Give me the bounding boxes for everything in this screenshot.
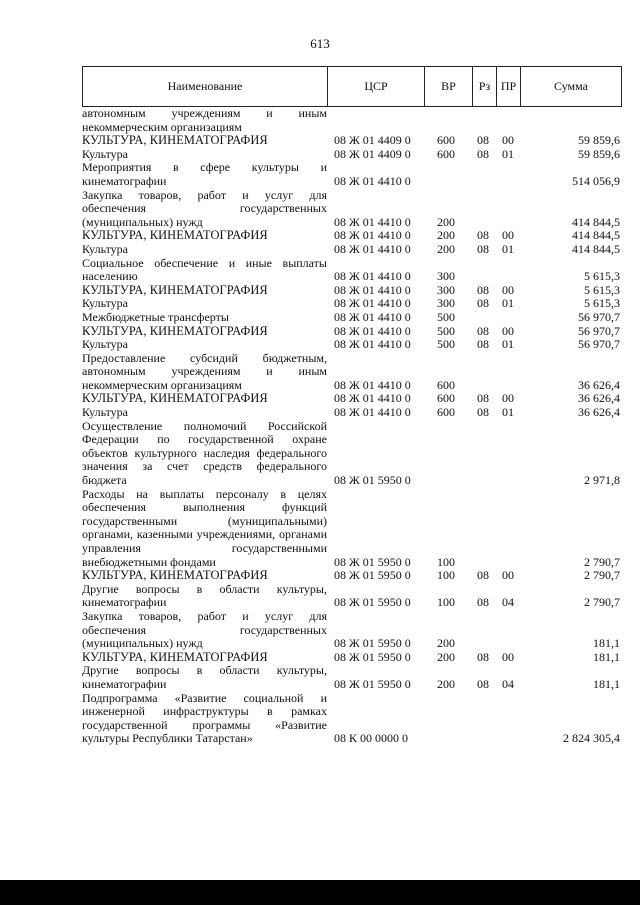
row-name: КУЛЬТУРА, КИНЕМАТОГРАФИЯ bbox=[82, 282, 268, 297]
row-sum: 59 859,6 bbox=[578, 133, 620, 148]
table-row bbox=[82, 161, 622, 188]
row-sum: 5 615,3 bbox=[584, 296, 620, 311]
table-row bbox=[82, 311, 622, 325]
row-csr: 08 Ж 01 4410 0 bbox=[334, 309, 411, 324]
row-csr: 08 Ж 01 5950 0 bbox=[334, 473, 411, 488]
row-sum: 414 844,5 bbox=[572, 214, 620, 229]
table-row bbox=[82, 651, 622, 665]
row-name: КУЛЬТУРА, КИНЕМАТОГРАФИЯ bbox=[82, 133, 268, 148]
row-rz: 08 bbox=[477, 228, 489, 243]
row-sum: 2 824 305,4 bbox=[563, 731, 620, 746]
row-sum: 181,1 bbox=[593, 649, 620, 664]
row-sum: 56 970,7 bbox=[578, 337, 620, 352]
table-row bbox=[82, 284, 622, 298]
row-vr: 300 bbox=[437, 269, 455, 284]
row-sum: 36 626,4 bbox=[578, 405, 620, 420]
row-pr: 00 bbox=[502, 391, 514, 406]
row-pr: 00 bbox=[502, 323, 514, 338]
row-name: КУЛЬТУРА, КИНЕМАТОГРАФИЯ bbox=[82, 568, 268, 583]
row-pr: 01 bbox=[502, 146, 514, 161]
header-rz: Рз bbox=[473, 67, 497, 106]
row-sum: 514 056,9 bbox=[572, 173, 620, 188]
row-vr: 100 bbox=[437, 568, 455, 583]
row-rz: 08 bbox=[477, 595, 489, 610]
row-name: Подпрограмма «Развитие социальной и инженерной инфраструктуры в рамках государственной программы «Развитие культуры Республики Татарстан» bbox=[82, 690, 327, 746]
table-row bbox=[82, 406, 622, 420]
row-name: Другие вопросы в области культуры, кинематографии bbox=[82, 581, 327, 610]
row-vr: 600 bbox=[437, 391, 455, 406]
row-vr: 200 bbox=[437, 228, 455, 243]
table-row bbox=[82, 297, 622, 311]
row-rz: 08 bbox=[477, 146, 489, 161]
row-sum: 414 844,5 bbox=[572, 228, 620, 243]
row-name: Культура bbox=[82, 296, 128, 311]
row-vr: 200 bbox=[437, 214, 455, 229]
table-row bbox=[82, 692, 622, 746]
row-rz: 08 bbox=[477, 282, 489, 297]
table-row bbox=[82, 257, 622, 284]
page-number: 613 bbox=[310, 36, 330, 51]
row-csr: 08 Ж 01 5950 0 bbox=[334, 595, 411, 610]
header-csr: ЦСР bbox=[328, 67, 425, 106]
row-sum: 36 626,4 bbox=[578, 391, 620, 406]
row-name: Межбюджетные трансферты bbox=[82, 309, 229, 324]
row-csr: 08 Ж 01 4410 0 bbox=[334, 173, 411, 188]
table-row bbox=[82, 338, 622, 352]
row-pr: 01 bbox=[502, 296, 514, 311]
row-rz: 08 bbox=[477, 296, 489, 311]
header-vr: ВР bbox=[425, 67, 473, 106]
row-sum: 2 971,8 bbox=[584, 473, 620, 488]
row-csr: 08 Ж 01 5950 0 bbox=[334, 568, 411, 583]
row-name: Мероприятия в сфере культуры и кинематографии bbox=[82, 160, 327, 188]
row-vr: 500 bbox=[437, 337, 455, 352]
row-csr: 08 Ж 01 5950 0 bbox=[334, 649, 411, 664]
table-row bbox=[82, 569, 622, 583]
row-pr: 00 bbox=[502, 568, 514, 583]
row-name: Предоставление субсидий бюджетным, автономным учреждениям и иным некоммерческим организациям bbox=[82, 350, 327, 392]
scan-border bbox=[0, 880, 640, 905]
table-row bbox=[82, 148, 622, 162]
row-rz: 08 bbox=[477, 649, 489, 664]
row-csr: 08 Ж 01 4410 0 bbox=[334, 282, 411, 297]
row-csr: 08 Ж 01 4409 0 bbox=[334, 133, 411, 148]
row-name: Осуществление полномочий Российской Федерации по государственной охране объектов культурного наследия федерального значения за счет средств федерального бюджета bbox=[82, 418, 327, 488]
row-sum: 414 844,5 bbox=[572, 241, 620, 256]
row-pr: 00 bbox=[502, 282, 514, 297]
header-pr: ПР bbox=[497, 67, 521, 106]
table-row bbox=[82, 610, 622, 651]
row-name: КУЛЬТУРА, КИНЕМАТОГРАФИЯ bbox=[82, 391, 268, 406]
row-pr: 00 bbox=[502, 228, 514, 243]
row-pr: 01 bbox=[502, 337, 514, 352]
table-row bbox=[82, 583, 622, 610]
row-name: Культура bbox=[82, 241, 128, 256]
row-csr: 08 Ж 01 4410 0 bbox=[334, 269, 411, 284]
row-name: КУЛЬТУРА, КИНЕМАТОГРАФИЯ bbox=[82, 649, 268, 664]
row-pr: 01 bbox=[502, 241, 514, 256]
row-csr: 08 Ж 01 4410 0 bbox=[334, 214, 411, 229]
table-header bbox=[82, 66, 622, 107]
header-sum: Сумма bbox=[554, 79, 588, 93]
table-body bbox=[82, 107, 622, 746]
row-rz: 08 bbox=[477, 241, 489, 256]
table-row bbox=[82, 392, 622, 406]
row-vr: 300 bbox=[437, 296, 455, 311]
header-name: Наименование bbox=[83, 67, 328, 106]
row-sum: 5 615,3 bbox=[584, 282, 620, 297]
table-row bbox=[82, 243, 622, 257]
row-sum: 181,1 bbox=[593, 636, 620, 651]
row-sum: 5 615,3 bbox=[584, 269, 620, 284]
row-name: Культура bbox=[82, 146, 128, 161]
row-csr: 08 Ж 01 4409 0 bbox=[334, 146, 411, 161]
row-name: Культура bbox=[82, 337, 128, 352]
row-vr: 600 bbox=[437, 133, 455, 148]
table-row bbox=[82, 134, 622, 148]
row-name: автономным учреждениям и иным некоммерческим организациям bbox=[82, 106, 327, 134]
row-name: Закупка товаров, работ и услуг для обеспечения государственных (муниципальных) нужд bbox=[82, 608, 327, 651]
row-csr: 08 Ж 01 5950 0 bbox=[334, 636, 411, 651]
row-rz: 08 bbox=[477, 323, 489, 338]
row-sum: 59 859,6 bbox=[578, 146, 620, 161]
row-pr: 01 bbox=[502, 405, 514, 420]
row-sum: 56 970,7 bbox=[578, 309, 620, 324]
budget-table bbox=[82, 66, 622, 746]
row-vr: 600 bbox=[437, 405, 455, 420]
table-row bbox=[82, 664, 622, 691]
row-csr: 08 Ж 01 4410 0 bbox=[334, 405, 411, 420]
row-pr: 00 bbox=[502, 649, 514, 664]
row-csr: 08 Ж 01 4410 0 bbox=[334, 241, 411, 256]
table-row bbox=[82, 488, 622, 570]
row-csr: 08 Ж 01 4410 0 bbox=[334, 228, 411, 243]
row-vr: 600 bbox=[437, 146, 455, 161]
row-rz: 08 bbox=[477, 568, 489, 583]
row-rz: 08 bbox=[477, 337, 489, 352]
table-row bbox=[82, 352, 622, 393]
row-name: Расходы на выплаты персоналу в целях обеспечения выполнения функций государственными (муниципальными) органами, казенными учреждениями, органами управления государственными внебюджетными фондами bbox=[82, 486, 327, 569]
row-name: Другие вопросы в области культуры, кинематографии bbox=[82, 663, 327, 691]
row-name: Социальное обеспечение и иные выплаты населению bbox=[82, 255, 327, 284]
row-vr: 500 bbox=[437, 309, 455, 324]
row-sum: 56 970,7 bbox=[578, 323, 620, 338]
row-vr: 500 bbox=[437, 323, 455, 338]
table-row bbox=[82, 107, 622, 134]
row-pr: 04 bbox=[502, 676, 514, 691]
row-name: Закупка товаров, работ и услуг для обеспечения государственных (муниципальных) нужд bbox=[82, 187, 327, 229]
row-vr: 200 bbox=[437, 649, 455, 664]
row-pr: 04 bbox=[502, 595, 514, 610]
row-sum: 2 790,7 bbox=[584, 554, 620, 569]
table-row bbox=[82, 420, 622, 488]
row-csr: 08 Ж 01 4410 0 bbox=[334, 337, 411, 352]
row-vr: 600 bbox=[437, 377, 455, 392]
row-vr: 200 bbox=[437, 676, 455, 691]
row-csr: 08 Ж 01 4410 0 bbox=[334, 377, 411, 392]
row-vr: 300 bbox=[437, 282, 455, 297]
row-sum: 36 626,4 bbox=[578, 377, 620, 392]
row-name: КУЛЬТУРА, КИНЕМАТОГРАФИЯ bbox=[82, 228, 268, 243]
table-row bbox=[82, 189, 622, 230]
row-csr: 08 Ж 01 5950 0 bbox=[334, 676, 411, 691]
row-name: КУЛЬТУРА, КИНЕМАТОГРАФИЯ bbox=[82, 323, 268, 338]
row-csr: 08 Ж 01 5950 0 bbox=[334, 554, 411, 569]
row-rz: 08 bbox=[477, 133, 489, 148]
row-name: Культура bbox=[82, 405, 128, 420]
row-csr: 08 Ж 01 4410 0 bbox=[334, 391, 411, 406]
row-csr: 08 Ж 01 4410 0 bbox=[334, 296, 411, 311]
table-row bbox=[82, 229, 622, 243]
row-vr: 100 bbox=[437, 554, 455, 569]
table-row bbox=[82, 325, 622, 339]
row-rz: 08 bbox=[477, 391, 489, 406]
row-vr: 200 bbox=[437, 636, 455, 651]
row-vr: 200 bbox=[437, 241, 455, 256]
row-rz: 08 bbox=[477, 676, 489, 691]
row-pr: 00 bbox=[502, 133, 514, 148]
row-csr: 08 Ж 01 4410 0 bbox=[334, 323, 411, 338]
row-rz: 08 bbox=[477, 405, 489, 420]
row-sum: 2 790,7 bbox=[584, 595, 620, 610]
row-vr: 100 bbox=[437, 595, 455, 610]
row-sum: 2 790,7 bbox=[584, 568, 620, 583]
row-csr: 08 К 00 0000 0 bbox=[334, 731, 409, 746]
row-sum: 181,1 bbox=[593, 676, 620, 691]
